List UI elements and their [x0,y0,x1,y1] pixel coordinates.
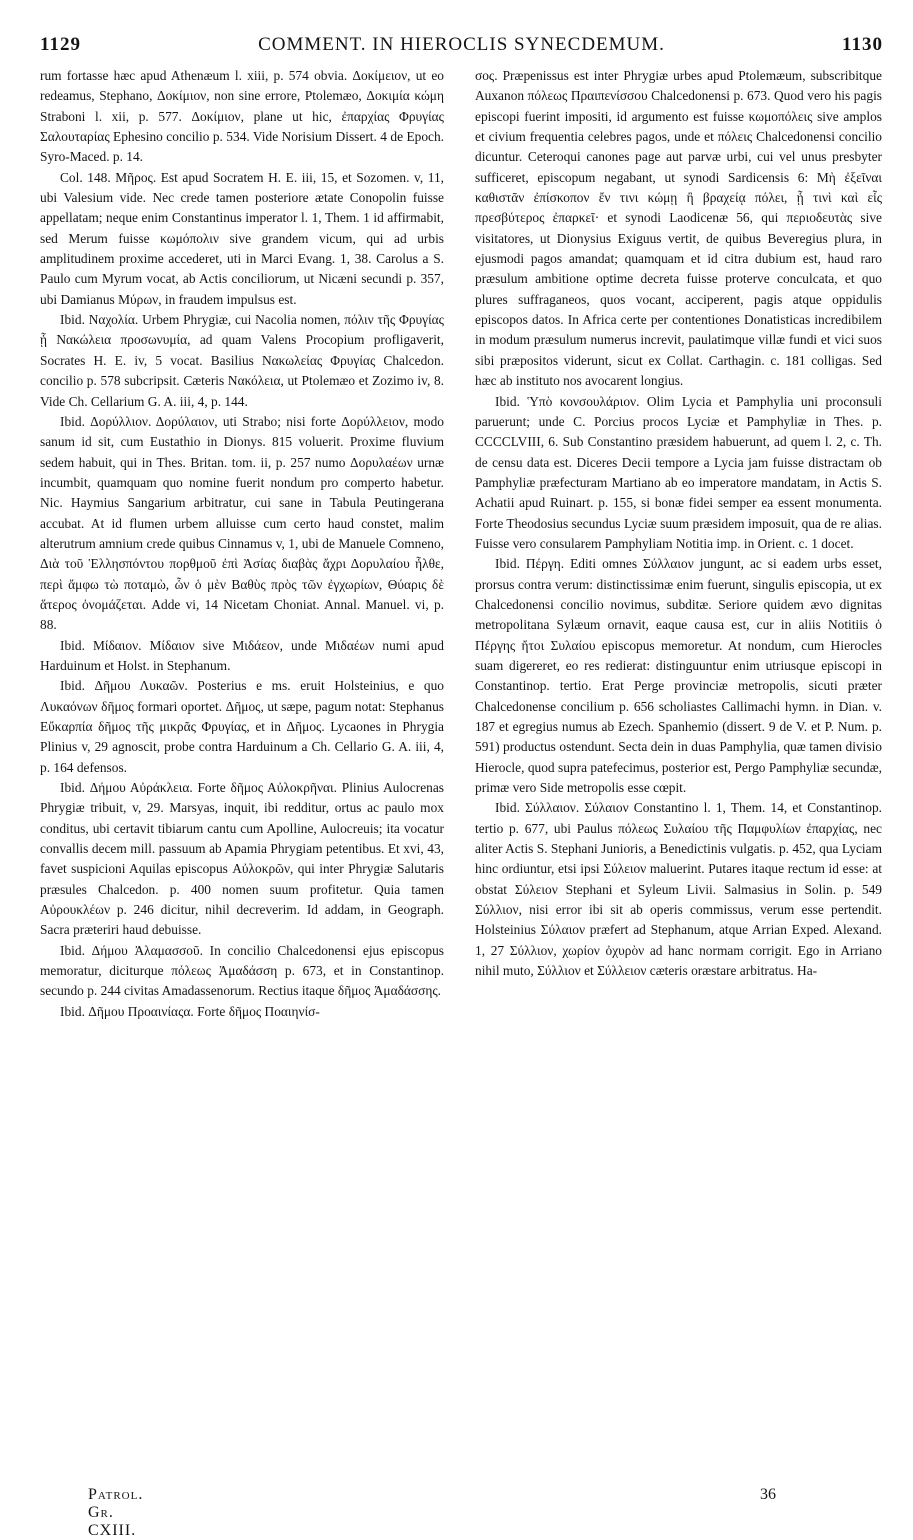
left-paragraph: Ibid. Δήμου Αὐράκλεια. Forte δῆμος Αὐλοκρῆναι. Plinius Aulocrenas Phrygiæ tribuit, v, 29. Marsyas, inquit, ibi redditur, ortus ac paulo mox conditus, ubi certavit tibiarum cantu cum Apolline, Aulocreuis; ita vocatur convallis decem mill. passuum ab Apamia Phrygiam petentibus. Et xvi, 43, favet suspicioni Aquilas episcopus Αὐλοκρῶν, qui inter Phrygiæ Salutaris præsules Chalcedon. p. 400 nomen suum profitetur. Quia tamen Αὐρουκλέων p. 246 dicitur, nihil decreverim. Id addam, in Geograph. Sacra præteriri haud debuisse. [40,780,444,938]
right-paragraph: Ibid. Ὑπὸ κονσουλάριον. Olim Lycia et Pamphylia uni proconsuli paruerunt; unde C. Porcius procos Lyciæ et Pamphyliæ in Thes. p. CCCCLVIII, 6. Sub Constantino præsidem habuerunt, ad quem l. 2, c. Th. de censu data est. Diceres Decii tempore a Lycia jam fuisse distractam ob Pamphyliæ præfecturam Martiano ab eo imperatore mandatam, in Actis S. Achatii apud Ruinart. p. 155, si bonæ fidei semper ea essent monumenta. Forte Theodosius secundus Lyciæ suum præsidem imposuit, qua de re alias. Fuisse vero consularem Pamphyliam Notitia imp. in Orient. c. 1 docet. [475,393,882,551]
sheet-number: 36 [760,1486,776,1503]
right-paragraph: Ibid. Σύλλαιον. Σύλαιον Constantino l. 1, Them. 14, et Constantinop. tertio p. 677, ubi Paulus πόλεως Συλαίου τῆς Παμφυλίων ἐπαρχίας, nec aliter Actis S. Stephani Junioris, a Benedictinis vulgatis. p. 452, qua Lyciam hinc ordiuntur, etsi ipsi Σύλειον maluerint. Putares itaque rectum id esse: at obstat Σύλειον Stephani et Syleum Livii. Salmasius in Solin. p. 549 Σύλλιον, nisi error ibi sit ab operis commissus, verum esse pertendit. Holsteinius Σύλαιον præfert ad Stephanum, atque Arrian Exped. Alexand. 1, 27 Σύλλιον, χωρίον ὀχυρὸν ad hanc normam corrigit. Ego in Arriano nihil muto, Σύλλιον et Σύλλειον cæteris oræstare arbitratus. Ha- [475,800,882,979]
page-number-left: 1129 [40,34,81,55]
left-paragraph: Ibid. Ναχολία. Urbem Phrygiæ, cui Nacolia nomen, πόλιν τῆς Φρυγίας ᾗ Νακώλεια προσωνυμία, ad quam Valens Procopium profligaverit, Socrates H. E. iv, 5 vocat. Basilius Νακωλείας Φρυγίας Chalcedon. concilio p. 578 subcripsit. Cæteris Νακόλεια, ut Ptolemæo et Zozimo iv, 8. Vide Ch. Cellarium G. A. iii, 4, p. 144. [40,312,444,409]
right-paragraph: Ibid. Πέργη. Editi omnes Σύλλαιον jungunt, ac si eadem urbs esset, prorsus contra verum: distinctissimæ enim fuerunt, singulis episcopia, ut ex Chalcedonensi concilio novimus, subditæ. Seriore quidem ævo dignitas metropolitana Sylæum ornavit, eaque causa est, cur in aliis Notitiis ὁ Πέργης ἤτοι Συλαίου episcopus memoretur. At nondum, cum Hierocles suam digereret, eo res redierat: distinguuntur enim utriusque episcopi in Constantinop. tertio. Erat Perge provinciæ metropolis, sicuti præter Chalcedonense concilium p. 656 scholiastes Callimachi hymn. in Dian. v. 187 et egregius numus ab Ezech. Spanhemio (dissert. 9 de V. et P. Num. p. 591) productus ostendunt. Secta dein in duas Pamphylia, quæ tamen divisio Hierocle, quod supra patefecimus, posterior est, Pergo Pamphyliæ secundæ, primæ vero Side metropolis esse cœpit. [475,556,882,796]
page-number-right: 1130 [842,34,883,55]
printer-signature: Patrol. Gr. CXIII. [88,1486,144,1539]
left-paragraph: rum fortasse hæc apud Athenæum l. xiii, p. 574 obvia. Δοκίμειον, ut eo redeamus, Stephano, Δοκίμιον, non sine errore, Ptolemæo, Δοκιμία κώμη Straboni l. xii, p. 577. Δοκίμιον, plane ut hic, ἐπαρχίας Φρυγίας Σαλουταρίας Ephesino concilio p. 534. Vide Norisium Dissert. 4 de Epoch. Syro-Maced. p. 14. [40,68,444,165]
left-paragraph: Ibid. Δήμου Ἀλαμασσοῦ. In concilio Chalcedonensi ejus episcopus memoratur, diciturque πόλεως Ἀμαδάσση p. 673, et in Constantinop. secundo p. 244 civitas Amadassenorum. Rectius itaque δῆμος Ἀμαδάσσης. [40,942,444,999]
left-column [40,66,444,1482]
left-paragraph: Ibid. Μίδαιον. Μίδαιον sive Μιδάεον, unde Μιδαέων numi apud Harduinum et Holst. in Stephanum. [40,637,444,673]
right-column [475,66,882,1482]
left-paragraph: Ibid. Δῆμου Προαινίαςα. Forte δῆμος Ποαιηνίσ- [60,1003,320,1019]
right-paragraph: σος. Præpenissus est inter Phrygiæ urbes apud Ptolemæum, subscribitque Auxanon πόλεως Πραιπενίσσου Chalcedonensi p. 673. Quod vero his pagis episcopi fuerint impositi, id argumento est fuisse κωμοπόλεις sive amplos et civium frequentia celebres pagos, unde et πόλεις Chalcedonensi concilio dicuntur. Ceteroqui canones page aut parvæ urbi, cui vel unus presbyter sufficeret, episcopum negabant, ut synodi Sardicensis 6: Μὴ ἐξεῖναι καθιστᾶν ἐπίσκοπον ἔν τινι κώμῃ ἢ βραχείᾳ πόλει, ᾗ τινὶ καὶ εἷς πρεσβύτερος ἐπαρκεῖ· et synodi Laodicenæ 56, qui περιοδευτὰς sive visitatores, ut Dionysius Exiguus vertit, de quibus Beveregius plura, in ejusmodi pagos amandat; quamquam et id citra dubium est, haud raro præsulum ambitione optime decreta fuisse proterve conculcata, et quo plures suffraganeos, quos vocant, acciperent, pagis atque oppidulis episcopos datos. In Africa certe per contentiones Donatisticas incredibilem in modum præsulum numerus increvit, paulatimque villæ fundi et vici suos sibi præpositos viderunt, sicut ex Collat. Carthagin. c. 181 colligas. Sed hæc ab instituto nos avocarent longius. [475,68,882,389]
running-header [40,34,883,60]
running-title: COMMENT. IN HIEROCLIS SYNECDEMUM. [258,34,665,55]
left-paragraph: Ibid. Δῆμου Λυκαῶν. Posterius e ms. eruit Holsteinius, e quo Λυκαόνων δῆμος formari oportet. Δῆμος, ut sæpe, pagum notat: Stephanus Εὔκαρπία δῆμος τῆς μικρᾶς Φρυγίας, et in Δῆμος. Lycaones in Phrygia Plinius v, 29 agnoscit, probe contra Harduinum a Ch. Cellario G. A. iii, 4, p. 164 defensos. [40,678,444,775]
left-paragraph: Ibid. Δορύλλιον. Δορύλαιον, uti Strabo; nisi forte Δορύλλειον, modo sanum id sit, cum Eustathio in Dionys. 815 voluerit. Proxime fluvium sedem habuit, qui in Thes. Britan. tom. ii, p. 257 numo Δορυλαέων urnæ incumbit, quamquam quo nomine fuerit nondum pro comperto habetur. Nic. Haymius Sangarium arbitratur, cui sane in Tabula Peutingerana accubat. At id flumen urbem alluisse cum certo haud constet, malim alterutrum amnium crede quibus Cinnamus v, 1, ubi de Manuele Comneno, Διὰ τοῦ Ἑλλησπόντου πορθμοῦ ἐπὶ Ἀσίας διαβὰς ἄχρι Δορυλαίου ἦλθε, περὶ ἄμφω τὼ ποταμὼ, ὧν ὁ μὲν Βαθὺς πρὸς τῶν ἐγχωρίων, Θύαρις δὲ ἅτερος ὀνομάζεται. Adde vi, 14 Nicetam Choniat. Annal. Manuel. vi, p. 88. [40,413,444,633]
left-paragraph: Col. 148. Μῆρος. Est apud Socratem H. E. iii, 15, et Sozomen. v, 11, ubi Valesium vide. Nec crede tamen posteriore ætate Conopolin fuisse appellatam; neque enim Constantinus imperator l. 1, Them. 1 id affirmabit, sed Merum fuisse κωμόπολιν sive grandem vicum, qui ad urbis amplitudinem proxime accederet, uti in Marci Evang. 1, 38. Carolus a S. Paulo cum Myrum vocat, ab Actis conciliorum, ut Nicæni secundi p. 357, ubi Damianus Μύρων, in fraudem impulsus est. [40,169,444,307]
